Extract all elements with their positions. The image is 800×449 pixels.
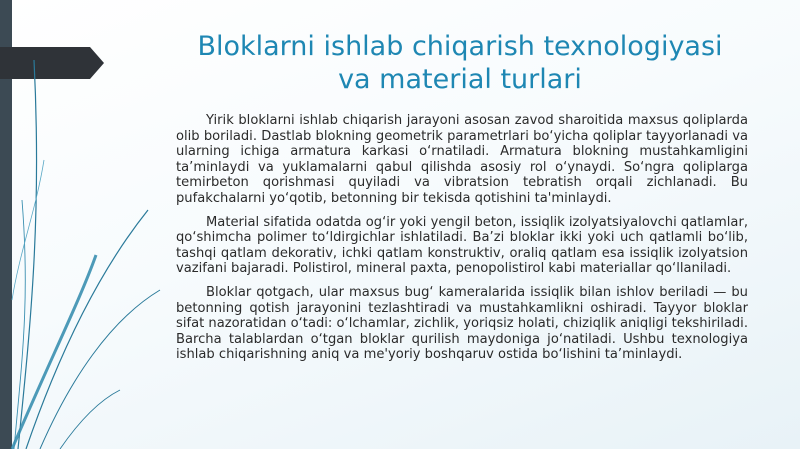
- title-line-2: va material turlari: [338, 64, 582, 95]
- slide-title: [150, 30, 770, 96]
- decor-line: [60, 390, 120, 449]
- decor-line: [26, 210, 148, 449]
- decor-line: [40, 290, 160, 449]
- arrow-tab-shape: [0, 47, 104, 79]
- paragraph-1: Yirik bloklarni ishlab chiqarish jarayoni asosan zavod sharoitida maxsus qoliplarda olib boriladi. Dastlab blokning geometrik parametrlari bo‘yicha qoliplar tayyorlanadi va ularning ichiga armatura karkasi o‘rnatiladi. Armatura blokning mustahkamligini ta’minlaydi va yuklamalarni qabul qilishda asosiy rol o‘ynaydi. So‘ngra qoliplarga temirbeton qorishmasi quyiladi va vibratsion tebratish orqali zichlanadi. Bu pufakchalarni yo‘qotib, betonning bir tekisda qotishini ta'minlaydi.: [176, 113, 748, 206]
- title-line-1: Bloklarni ishlab chiqarish texnologiyasi: [197, 31, 723, 62]
- paragraph-3: Bloklar qotgach, ular maxsus bug‘ kameralarida issiqlik bilan ishlov beriladi — bu betonning qotish jarayonini tezlashtiradi va mustahkamlikni oshiradi. Tayyor bloklar sifat nazoratidan o‘tadi: o‘lchamlar, zichlik, yoriqsiz holati, chiziqlik aniqligi tekshiriladi. Barcha talablardan o‘tgan bloklar qurilish maydoniga jo‘natiladi. Ushbu texnologiya ishlab chiqarishning aniq va me'yoriy boshqaruv ostida bo‘lishini ta’minlaydi.: [176, 284, 748, 363]
- slide-body: [176, 113, 748, 371]
- decor-line: [14, 200, 25, 449]
- paragraph-2: Material sifatida odatda og‘ir yoki yengil beton, issiqlik izolyatsiyalovchi qatlamlar, qo‘shimcha polimer to‘ldirgichlar ishlatiladi. Ba’zi bloklar ikki yoki uch qatlamli bo‘lib, tashqi qatlam dekorativ, ichki qatlam konstruktiv, oraliq qatlam esa issiqlik izolyatsion vazifani bajaradi. Polistirol, mineral paxta, penopolistirol kabi materiallar qo‘llaniladi.: [176, 214, 748, 277]
- decor-line: [18, 60, 37, 449]
- decor-line: [12, 160, 44, 300]
